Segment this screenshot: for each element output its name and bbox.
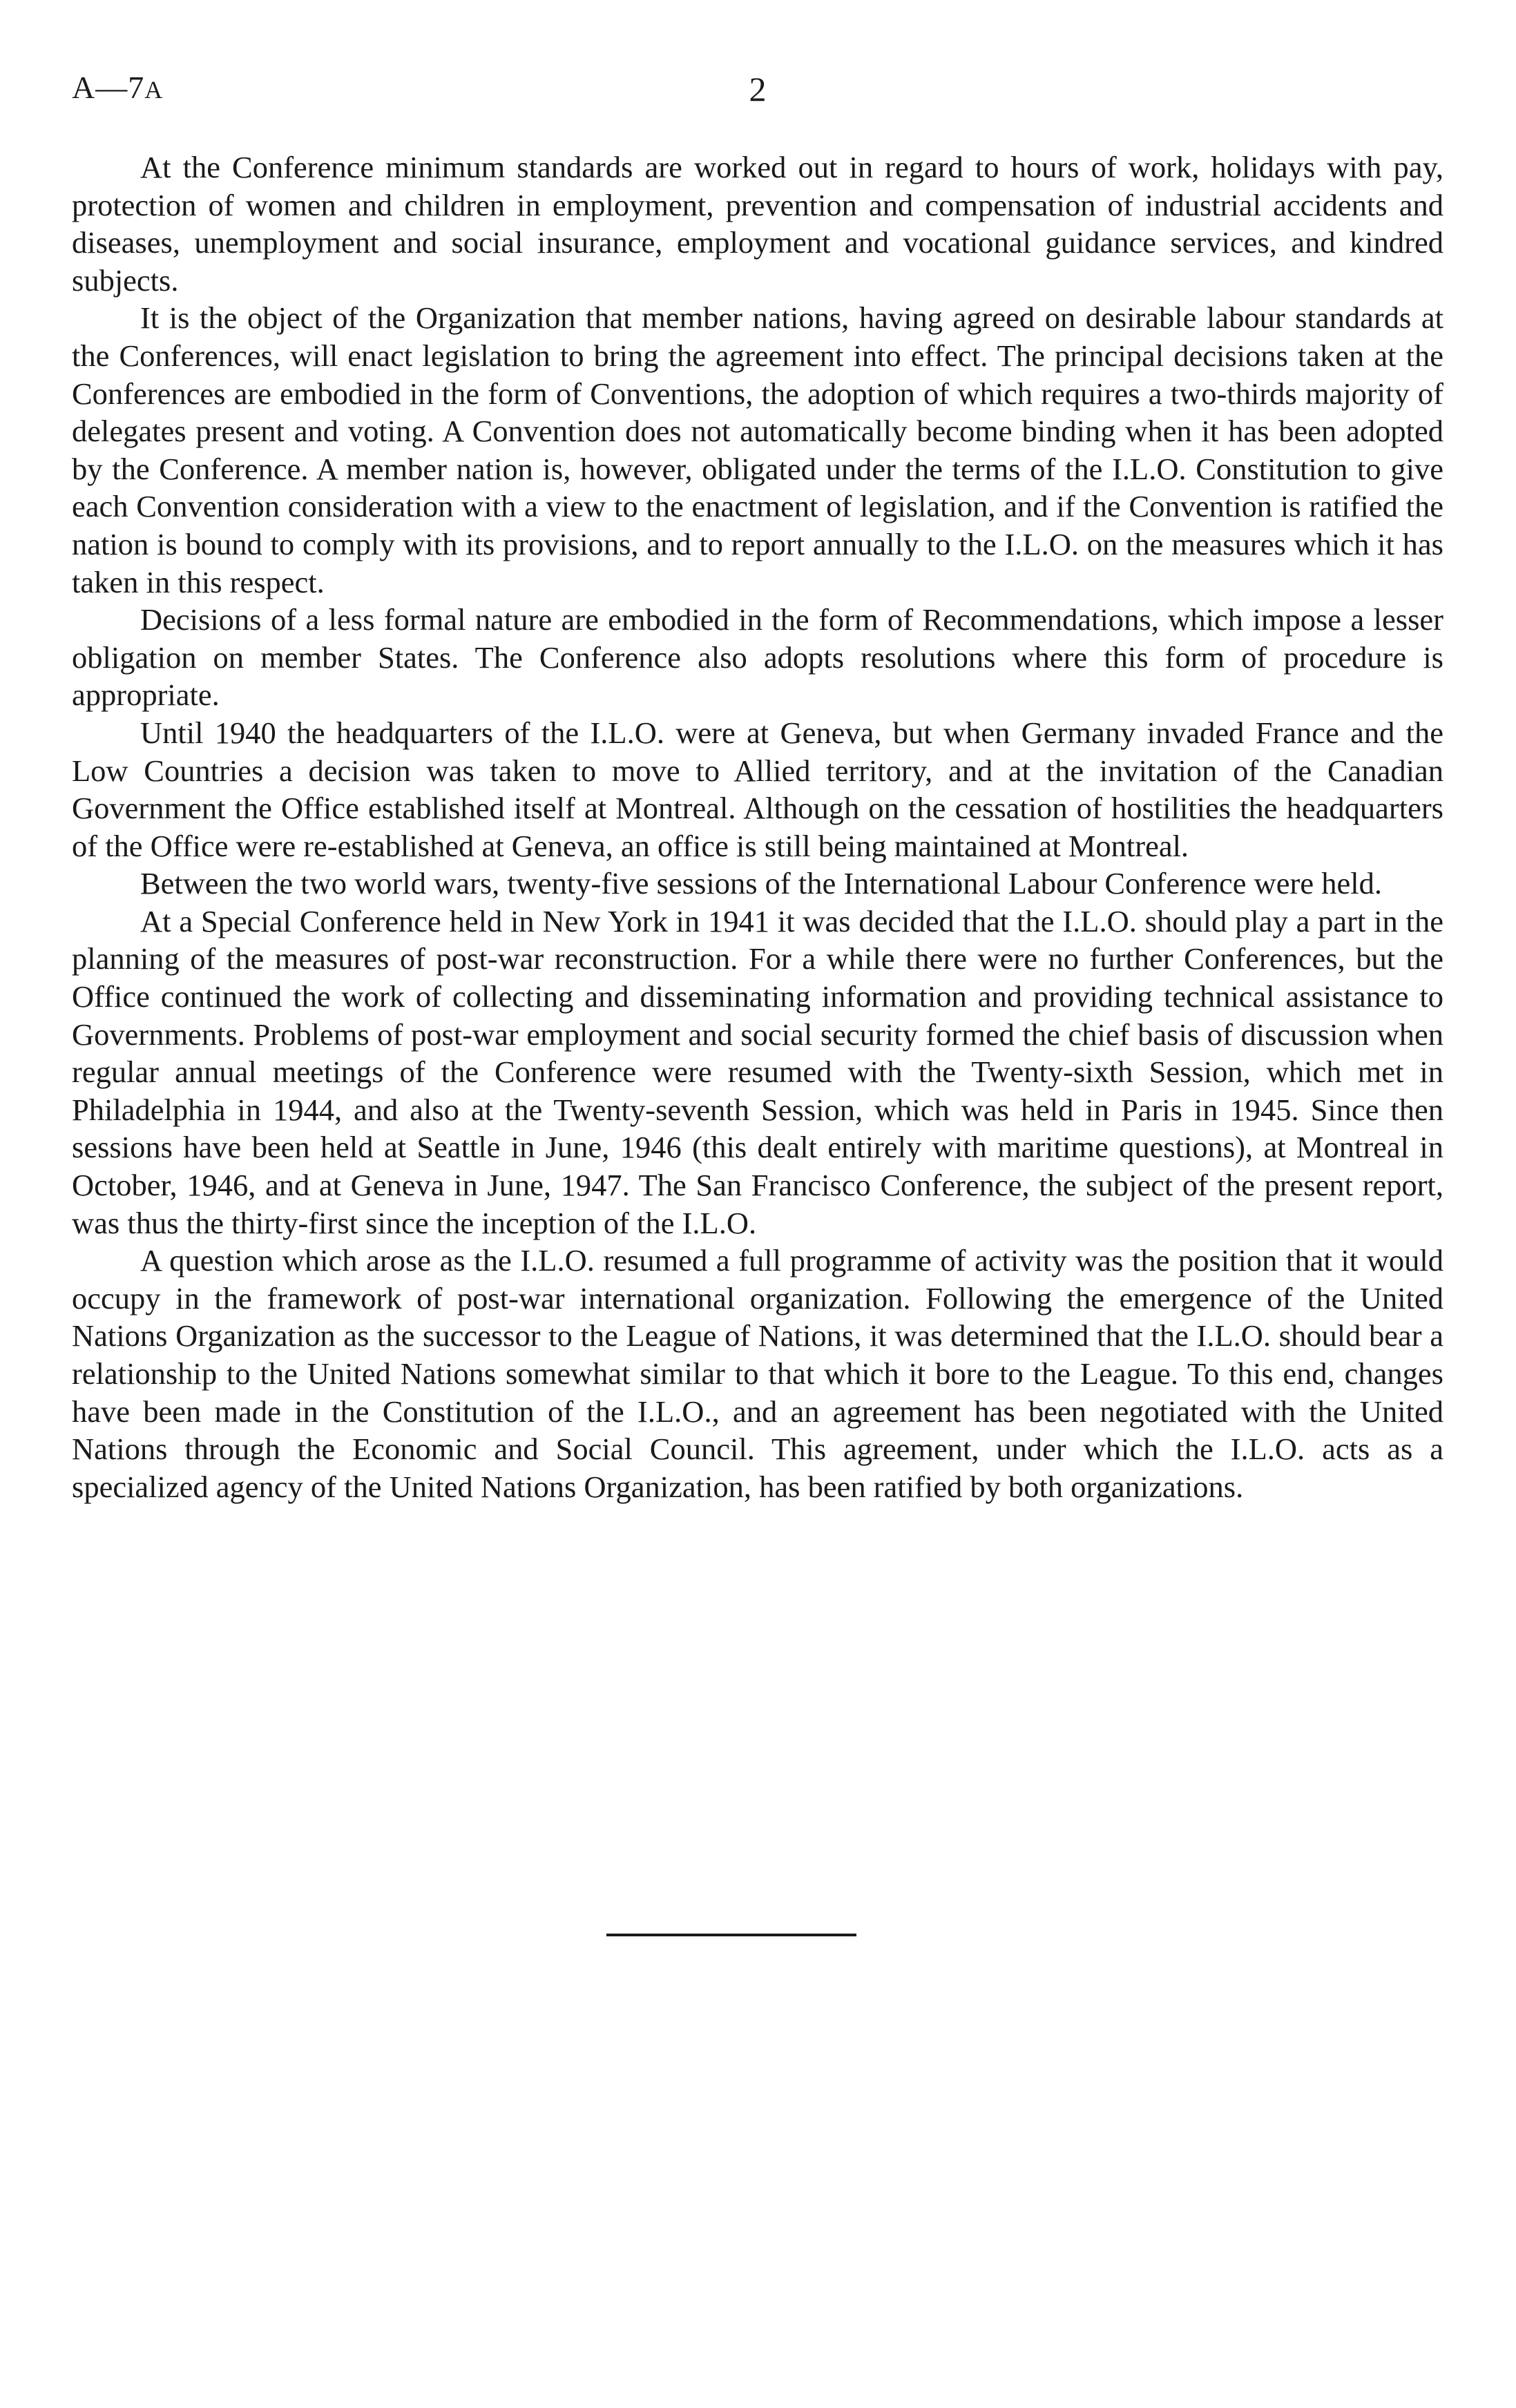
page-header — [72, 69, 1443, 124]
paragraph-recommendations: Decisions of a less formal nature are embodied in the form of Recommendations, which impose a lesser obligation on member States. The Conference also adopts resolutions where this form of procedure is appropriate. — [72, 602, 1443, 713]
section-end-rule — [606, 1934, 856, 1936]
body-text — [72, 148, 1443, 1505]
document-reference-main: A—7 — [72, 70, 145, 105]
document-reference-suffix: A — [144, 76, 164, 104]
paragraph-organization-object: It is the object of the Organization that member nations, having agreed on desirable labour standards at the Conferences, will enact legislation to bring the agreement into effect. The principal decisions taken at the Conferences are embodied in the form of Conventions, the adoption of which requires a two-thirds majority of delegates present and voting. A Convention does not automatically become binding when it has been adopted by the Conference. A member nation is, however, obligated under the terms of the I.L.O. Constitution to give each Convention consideration with a view to the enactment of legislation, and if the Convention is ratified the nation is bound to comply with its provisions, and to report annually to the I.L.O. on the measures which it has taken in this respect. — [72, 300, 1443, 599]
paragraph-sessions-between-wars: Between the two world wars, twenty-five sessions of the International Labour Conference were held. — [140, 866, 1382, 901]
paragraph-conference-standards: At the Conference minimum standards are worked out in regard to hours of work, holidays with pay, protection of women and children in employment, prevention and compensation of industrial accidents and diseases, unemployment and social insurance, employment and vocational guidance services, and kindred subjects. — [72, 150, 1443, 298]
paragraph-special-conference: At a Special Conference held in New York in 1941 it was decided that the I.L.O. should play a part in the planning of the measures of post-war reconstruction. For a while there were no further Conferences, but the Office continued the work of collecting and disseminating information and providing technical assistance to Governments. Problems of post-war employment and social security formed the chief basis of discussion when regular annual meetings of the Conference were resumed with the Twenty-sixth Session, which met in Philadelphia in 1944, and also at the Twenty-seventh Session, which was held in Paris in 1945. Since then sessions have been held at Seattle in June, 1946 (this dealt entirely with maritime questions), at Montreal in October, 1946, and at Geneva in June, 1947. The San Francisco Conference, the subject of the present report, was thus the thirty-first since the inception of the I.L.O. — [72, 903, 1443, 1240]
paragraph-united-nations-relationship: A question which arose as the I.L.O. resumed a full programme of activity was the position that it would occupy in the framework of post-war international organization. Following the emergence of the United Nations Organization as the successor to the League of Nations, it was determined that the I.L.O. should bear a relationship to the United Nations somewhat similar to that which it bore to the League. To this end, changes have been made in the Constitution of the I.L.O., and an agreement has been negotiated with the United Nations through the Economic and Social Council. This agreement, under which the I.L.O. acts as a specialized agency of the United Nations Organization, has been ratified by both organizations. — [72, 1243, 1443, 1504]
page-number: 2 — [749, 70, 767, 108]
paragraph-headquarters: Until 1940 the headquarters of the I.L.O. were at Geneva, but when Germany invaded France and the Low Countries a decision was taken to move to Allied territory, and at the invitation of the Canadian Government the Office established itself at Montreal. Although on the cessation of hostilities the headquarters of the Office were re-established at Geneva, an office is still being maintained at Montreal. — [72, 715, 1443, 863]
